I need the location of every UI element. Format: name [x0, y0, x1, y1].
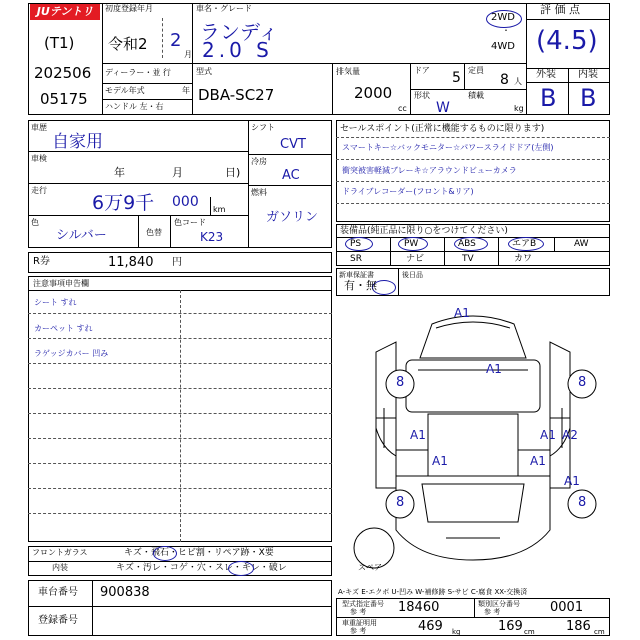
mark-left-rear: A1 [432, 454, 448, 468]
damage-legend: A-キズ E-エクボ U-凹み W-補修跡 S-サビ C-腐食 XX-交換済 [338, 588, 528, 596]
registration-month: 2 [170, 30, 182, 51]
score-label: 評 価 点 [540, 3, 580, 16]
drive-2wd: 2WD [491, 12, 515, 23]
aircon-value: AC [282, 168, 300, 183]
load-label: 積載 [468, 91, 484, 100]
sales-points-label: セールスポイント(正常に機能するものに限ります) [340, 124, 545, 134]
mileage-value: 6万9千 [92, 192, 155, 214]
doors-label: ドア [414, 66, 430, 75]
color-code-label: 色コード [174, 218, 206, 227]
color-label: 色 [31, 218, 39, 227]
mileage-unit: km [213, 205, 226, 214]
handle-label: ハンドル 左・右 [105, 102, 164, 111]
equip-aw: AW [574, 239, 589, 249]
shift-value: CVT [280, 137, 306, 152]
mark-hood: A1 [454, 306, 470, 320]
shift-label: シフト [251, 123, 275, 132]
color-change-label: 色替 [146, 228, 162, 237]
registration-month-unit: 月 [184, 50, 192, 59]
glass-label: フロントガラス [32, 548, 88, 557]
lot-code: (T1) [44, 34, 75, 52]
warranty-value: 有・無 [344, 279, 377, 292]
notes-label: 注意事項申告欄 [33, 279, 89, 288]
exterior-score: B [540, 84, 557, 112]
sales-point-3: ドライブレコーダー(フロント&リア) [342, 187, 474, 196]
weight-sub: 参 考 [350, 627, 367, 635]
equip-tv: TV [462, 254, 474, 264]
interior-text: キズ・汚レ・コゲ・穴・スレ・キレ・破レ [116, 563, 287, 573]
score-value: (4.5) [536, 26, 598, 56]
fuel-value: ガソリン [266, 210, 319, 225]
weight-rear: 169 [498, 619, 523, 634]
displacement-label: 排気量 [336, 67, 360, 76]
warranty-after-label: 後日品 [402, 271, 423, 279]
spare-label: スペア [358, 563, 382, 572]
doors-value: 5 [452, 70, 461, 86]
inspection-month-unit: 月 [172, 166, 183, 179]
class-label: 類別区分番号 [478, 600, 520, 608]
equip-airbag: エアB [512, 239, 537, 249]
equip-navi: ナビ [406, 254, 425, 264]
weight-total: 186 [566, 619, 591, 634]
equip-ps: PS [350, 239, 362, 249]
weight-label: 車重証明用 [342, 619, 377, 627]
inspection-day-unit: 日) [225, 166, 241, 179]
aircon-label: 冷房 [251, 157, 267, 166]
shape-label: 形状 [414, 91, 430, 100]
plate-label: 登録番号 [38, 615, 78, 626]
model-year-label: モデル年式 [105, 86, 145, 95]
weight-front: 469 [418, 619, 443, 634]
sales-point-2: 衝突被害軽減ブレーキ☆アラウンドビューカメラ [342, 166, 517, 175]
weight-total-unit: cm [594, 628, 605, 636]
equipment-label: 装備品(純正品に限り○をつけてください) [340, 226, 508, 236]
auction-date: 202506 [34, 64, 92, 82]
vehicle-name: ランディ [200, 20, 279, 44]
model-cert-label: 型式指定番号 [342, 600, 384, 608]
mileage-tail: 000 [172, 194, 199, 210]
usage-value: 自家用 [52, 132, 103, 152]
mark-right-a2: A2 [562, 428, 578, 442]
capacity-label: 定員 [468, 66, 484, 75]
class-sub: 参 考 [484, 608, 501, 616]
warranty-new-label: 新車保証書 [339, 271, 374, 279]
exterior-label: 外装 [536, 69, 556, 80]
model-label: 型式 [196, 67, 212, 76]
dealer-label: ディーラー・並 行 [105, 68, 171, 77]
usage-label: 車歴 [31, 123, 47, 132]
model-year-unit: 年 [182, 86, 190, 95]
inspection-year-unit: 年 [114, 166, 125, 179]
weight-unit: kg [452, 628, 461, 636]
model-cert-value: 18460 [398, 600, 440, 615]
mark-right-lower: A1 [564, 474, 580, 488]
capacity-value: 8 [500, 72, 509, 88]
color-code: K23 [200, 230, 224, 244]
interior-score: B [580, 84, 597, 112]
equip-abs: ABS [458, 239, 476, 249]
note-1: シート すれ [34, 298, 77, 307]
model-value: DBA-SC27 [198, 86, 275, 104]
shape-value: W [436, 100, 450, 116]
logo: JUテントリ [30, 4, 100, 20]
chassis-label: 車台番号 [38, 587, 78, 598]
interior-label: 内装 [578, 69, 598, 80]
vehicle-grade: 2.0 S [202, 38, 273, 62]
equip-sr: SR [350, 254, 362, 264]
mark-right-door: A1 [540, 428, 556, 442]
tire-rr: 8 [578, 495, 587, 510]
drive-4wd: 4WD [491, 41, 515, 52]
recycle-label: R券 [33, 256, 50, 267]
lot-number: 05175 [40, 90, 88, 108]
mileage-label: 走行 [31, 186, 47, 195]
vehicle-name-label: 車名・グレード [196, 4, 252, 13]
equip-leather: カワ [514, 254, 533, 264]
interior-label: 内装 [52, 563, 68, 572]
sales-point-1: スマートキー☆バックモニター☆パワースライドドア(左側) [342, 143, 554, 152]
glass-text: キズ・飛石・ヒビ割・リペア跡・X要 [124, 548, 274, 558]
color-value: シルバー [56, 228, 107, 243]
tire-rl: 8 [396, 495, 405, 510]
fuel-label: 燃料 [251, 188, 267, 197]
capacity-unit: 人 [514, 77, 522, 86]
recycle-unit: 円 [172, 257, 182, 268]
registration-label: 初度登録年月 [105, 4, 153, 13]
model-cert-sub: 参 考 [350, 608, 367, 616]
mark-roof: A1 [486, 362, 502, 376]
chassis-value: 900838 [100, 585, 150, 600]
note-2: カーペット すれ [34, 324, 93, 333]
mark-right-rear: A1 [530, 454, 546, 468]
displacement-value: 2000 [354, 84, 393, 102]
weight-rear-unit: cm [524, 628, 535, 636]
displacement-unit: cc [398, 104, 407, 113]
note-3: ラゲッジカバー 凹み [34, 349, 109, 358]
registration-era: 令和2 [108, 35, 148, 53]
recycle-value: 11,840 [108, 255, 154, 270]
inspection-label: 車検 [31, 154, 47, 163]
mark-left-door: A1 [410, 428, 426, 442]
tire-fr: 8 [578, 375, 587, 390]
class-value: 0001 [550, 600, 584, 615]
equip-pw: PW [404, 239, 419, 249]
drive-dot: ・ [502, 26, 510, 35]
load-unit: kg [514, 104, 524, 113]
tire-fl: 8 [396, 375, 405, 390]
